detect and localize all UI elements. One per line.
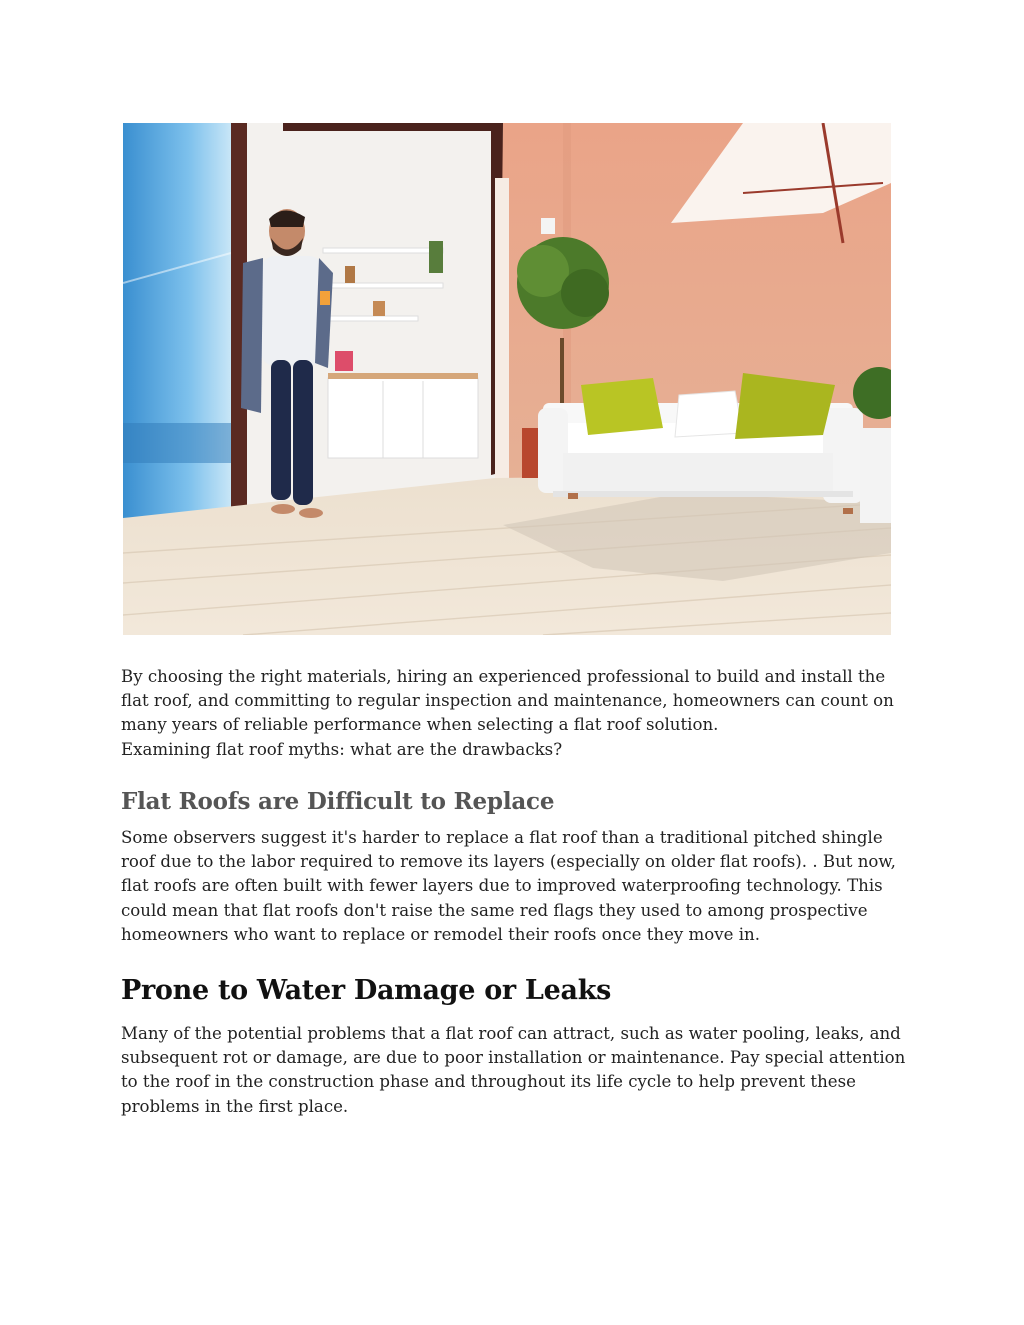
section-body-replace: [121, 826, 911, 947]
intro-paragraph: By choosing the right materials, hiring an experienced professional to build and install the flat roof, and committing to regular inspection and maintenance, homeowners can count on many years of reliable performance when selecting a flat roof solution.: [121, 667, 894, 735]
section-body-water-damage: [121, 1022, 911, 1119]
section1-paragraph: Some observers suggest it's harder to replace a flat roof than a traditional pitched shingle roof due to the labor required to remove its layers (especially on older flat roofs). . But now, flat roofs are often built with fewer layers due to improved waterproofing technology. This could mean that flat roofs don't raise the same red flags they used to among prospective homeowners who want to replace or remodel their roofs once they move in.: [121, 828, 896, 944]
intro-question: Examining flat roof myths: what are the drawbacks?: [121, 739, 563, 759]
section2-paragraph: Many of the potential problems that a flat roof can attract, such as water pooling, leaks, and subsequent rot or damage, are due to poor installation or maintenance. Pay special attention to the roof in the construction phase and throughout its life cycle to help prevent these problems in the first place.: [121, 1024, 906, 1116]
intro-block: [121, 665, 911, 762]
terrace-photo: [123, 123, 891, 635]
terrace-illustration: [123, 123, 891, 635]
section-heading-replace: Flat Roofs are Difficult to Replace: [121, 788, 555, 815]
section-heading-water-damage: Prone to Water Damage or Leaks: [121, 975, 611, 1006]
